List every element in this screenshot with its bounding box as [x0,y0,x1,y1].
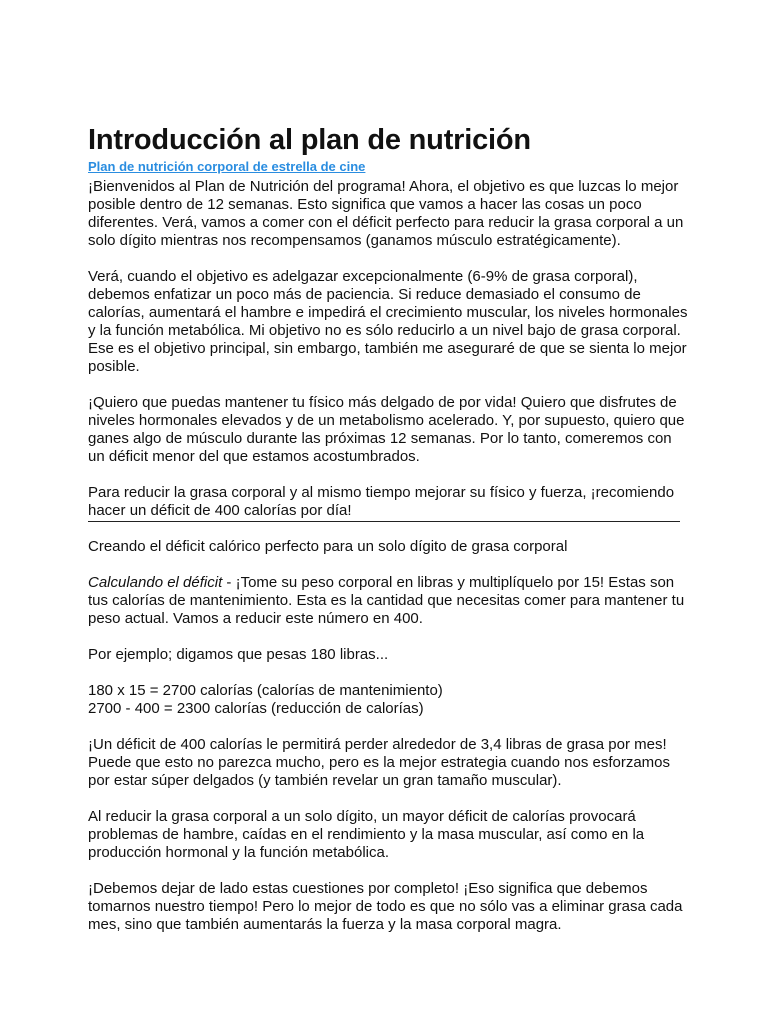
calculating-text: - ¡Tome su peso corporal en libras y multiplíquelo por 15! Estas son tus calorías de mantenimiento. Esta es la cantidad que necesitas comer para mantener tu peso actual. Vamos a reducir este número en 400. [88,574,685,627]
calculation-block [88,682,688,718]
paragraph-conclusion: ¡Debemos dejar de lado estas cuestiones por completo! ¡Eso significa que debemos tomarnos nuestro tiempo! Pero lo mejor de todo es que no sólo vas a eliminar grasa cada mes, sino que también aumentarás la fuerza y la masa corporal magra. [88,880,683,933]
horizontal-rule [88,521,680,522]
paragraph-larger-deficit: Al reducir la grasa corporal a un solo dígito, un mayor déficit de calorías provocará problemas de hambre, caídas en el rendimiento y la masa muscular, así como en la producción hormonal y la función metabólica. [88,808,645,861]
calc-line-reduction: 2700 - 400 = 2300 calorías (reducción de calorías) [88,700,424,717]
document-page [88,122,688,934]
subtitle-link[interactable]: Plan de nutrición corporal de estrella de cine [88,159,366,174]
paragraph-calculating [88,574,688,628]
calculating-lead: Calculando el déficit [88,574,223,591]
paragraph-example: Por ejemplo; digamos que pesas 180 libras... [88,646,389,663]
page-title: Introducción al plan de nutrición [88,124,531,156]
paragraph-physique: ¡Quiero que puedas mantener tu físico más delgado de por vida! Quiero que disfrutes de niveles hormonales elevados y de un metabolismo acelerado. Y, por supuesto, quiero que ganes algo de músculo durante las próximas 12 semanas. Por lo tanto, comeremos con un déficit menor del que estamos acostumbrados. [88,394,685,465]
paragraph-patience: Verá, cuando el objetivo es adelgazar excepcionalmente (6-9% de grasa corporal), debemos enfatizar un poco más de paciencia. Si reduce demasiado el consumo de calorías, aumentará el hambre e impedirá el crecimiento muscular, los niveles hormonales y la función metabólica. Mi objetivo no es sólo reducirlo a un nivel bajo de grasa corporal. Ese es el objetivo principal, sin embargo, también me aseguraré de que se sienta lo mejor posible. [88,268,688,375]
section-heading: Creando el déficit calórico perfecto para un solo dígito de grasa corporal [88,538,568,555]
paragraph-deficit-result: ¡Un déficit de 400 calorías le permitirá perder alrededor de 3,4 libras de grasa por mes! Puede que esto no parezca mucho, pero es la mejor estrategia cuando nos esforzamos por estar súper delgados (y también revelar un gran tamaño muscular). [88,736,671,789]
paragraph-welcome: ¡Bienvenidos al Plan de Nutrición del programa! Ahora, el objetivo es que luzcas lo mejor posible dentro de 12 semanas. Esto significa que vamos a hacer las cosas un poco diferentes. Verá, vamos a comer con el déficit perfecto para reducir la grasa corporal a un solo dígito mientras nos recompensamos (ganamos músculo estratégicamente). [88,178,684,249]
calc-line-maintenance: 180 x 15 = 2700 calorías (calorías de mantenimiento) [88,682,443,699]
paragraph-recommendation: Para reducir la grasa corporal y al mismo tiempo mejorar su físico y fuerza, ¡recomiendo hacer un déficit de 400 calorías por día! [88,484,675,519]
